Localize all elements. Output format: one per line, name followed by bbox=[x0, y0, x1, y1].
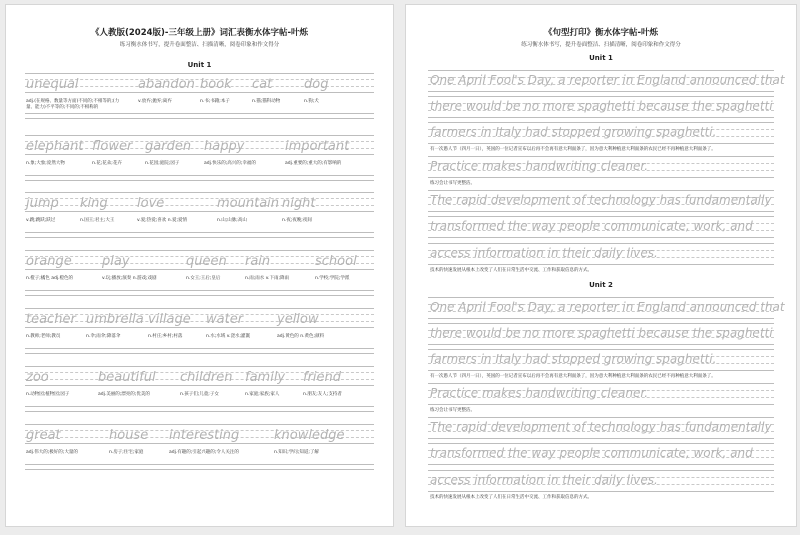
vocab-meaning: v.爱;热爱;喜欢 n.爱;爱情 bbox=[137, 218, 188, 223]
vocab-word: unequal bbox=[26, 77, 79, 92]
vocab-meaning: n.国王;君主;大王 bbox=[80, 218, 115, 223]
writing-guideline-band bbox=[25, 113, 374, 119]
vocab-meaning: n.橙子;橘色 adj.橙色的 bbox=[26, 276, 74, 281]
vocab-word: important bbox=[285, 139, 350, 154]
sentence-line: there would be no more spaghetti because the spaghetti bbox=[430, 326, 773, 340]
vocab-meaning: adj.快乐的;高兴的;幸福的 bbox=[204, 161, 256, 166]
vocab-word: play bbox=[102, 254, 130, 269]
sentence-translation: 有一次愚人节（四月一日），英国的一位记者宣布以后再不会再有意大利面条了，因为意大利种植意大利面条的农民已经不再种植意大利面条了。 bbox=[430, 374, 716, 379]
sentence-line: there would be no more spaghetti because the spaghetti bbox=[430, 99, 773, 113]
sentence-line: The rapid development of technology has fundamentally bbox=[430, 420, 772, 434]
vocab-word: cat bbox=[252, 77, 273, 92]
sentence-translation: 技术的快速发展从根本上改变了人们在日常生活中交流、工作和获取信息的方式。 bbox=[430, 495, 592, 500]
vocab-meaning: adj.美丽的;漂亮的;优美的 bbox=[98, 392, 150, 397]
vocab-meaning: adj.黄色的 n.黄色;颜料 bbox=[277, 334, 325, 339]
sentence-translation: 练习会让书写更整洁。 bbox=[430, 181, 475, 186]
vocab-word: flower bbox=[92, 139, 133, 154]
vocab-meaning: n.伞;雨伞;降落伞 bbox=[86, 334, 121, 339]
vocab-word: rain bbox=[245, 254, 271, 269]
sentence-line: Practice makes handwriting cleaner. bbox=[430, 386, 649, 400]
vocab-meaning: adj.(在规格、数量等方面)不同的;不相等的;(力量、能力)不平等的;不同的;不相称的 bbox=[26, 99, 120, 110]
vocab-word: yellow bbox=[277, 312, 319, 327]
vocab-meaning: n.知识;学问;知道;了解 bbox=[274, 450, 319, 455]
vocab-word: love bbox=[137, 196, 165, 211]
vocab-meaning: adj.伟大的;极好的;大量的 bbox=[26, 450, 78, 455]
vocab-meaning: v.玩;播放;演奏 n.游戏;戏剧 bbox=[102, 276, 157, 281]
vocab-word: water bbox=[206, 312, 244, 327]
vocab-meaning: adj.重要的;重大的;有影响的 bbox=[285, 161, 342, 166]
sentence-line: access information in their daily lives. bbox=[430, 473, 658, 487]
vocab-word: orange bbox=[26, 254, 72, 269]
vocab-word: abandon bbox=[138, 77, 195, 92]
vocab-meaning: n.山;山脉;高山 bbox=[217, 218, 247, 223]
vocab-word: jump bbox=[26, 196, 59, 211]
vocab-word: queen bbox=[186, 254, 227, 269]
vocab-word: umbrella bbox=[86, 312, 144, 327]
vocab-word: zoo bbox=[26, 370, 49, 385]
writing-guideline-band bbox=[25, 464, 374, 470]
vocab-word: family bbox=[245, 370, 286, 385]
writing-guideline-band bbox=[25, 192, 374, 212]
vocab-word: interesting bbox=[169, 428, 240, 443]
writing-guideline-band bbox=[25, 308, 374, 328]
vocab-meaning: n.朋友;友人;支持者 bbox=[303, 392, 342, 397]
vocab-meaning: n.雨;雨水 v.下雨;降雨 bbox=[245, 276, 289, 281]
sentence-line: farmers in Italy had stopped growing spaghetti. bbox=[430, 125, 717, 139]
vocab-meaning: n.书;书籍;本子 bbox=[200, 99, 230, 104]
vocab-meaning: n.花;花朵;花卉 bbox=[92, 161, 122, 166]
vocab-meaning: n.夜;夜晚;夜间 bbox=[282, 218, 312, 223]
page-title: 《人教版(2024版)-三年级上册》词汇表衡水体字帖-叶烁 bbox=[91, 28, 308, 38]
vocab-meaning: n.花园;庭院;园子 bbox=[145, 161, 180, 166]
vocab-meaning: n.动物园;植物园;园子 bbox=[26, 392, 70, 397]
vocab-word: teacher bbox=[26, 312, 76, 327]
unit-heading: Unit 1 bbox=[187, 61, 212, 69]
sentence-line: The rapid development of technology has fundamentally bbox=[430, 193, 772, 207]
unit-heading: Unit 2 bbox=[589, 281, 613, 289]
sentence-translation: 练习会让书写更整洁。 bbox=[430, 408, 475, 413]
vocab-word: book bbox=[200, 77, 232, 92]
vocab-word: night bbox=[282, 196, 316, 211]
writing-guideline-band bbox=[25, 348, 374, 354]
vocab-meaning: n.女王;王后;皇后 bbox=[186, 276, 221, 281]
vocab-meaning: adj.有趣的;引起兴趣的;令人关注的 bbox=[169, 450, 239, 455]
vocab-word: children bbox=[180, 370, 233, 385]
sentence-translation: 有一次愚人节（四月一日），英国的一位记者宣布以后再不会再有意大利面条了，因为意大利种植意大利面条的农民已经不再种植意大利面条了。 bbox=[430, 147, 716, 152]
vocab-word: happy bbox=[204, 139, 245, 154]
vocab-word: beautiful bbox=[98, 370, 156, 385]
vocab-word: great bbox=[26, 428, 61, 443]
vocab-word: garden bbox=[145, 139, 192, 154]
page-subtitle: 练习衡水体书写，提升卷面整洁、扫描清晰，阅卷印象和作文得分 bbox=[521, 42, 681, 48]
sentence-line: transformed the way people communicate, work, and bbox=[430, 219, 753, 233]
vocab-meaning: n.学校;学院;学派 bbox=[315, 276, 350, 281]
vocab-word: dog bbox=[304, 77, 329, 92]
vocab-meaning: n.狗;犬 bbox=[304, 99, 319, 104]
vocab-meaning: n.家庭;家族;家人 bbox=[245, 392, 280, 397]
vocab-meaning: n.村庄;乡村;村落 bbox=[148, 334, 183, 339]
sentence-line: One April Fool's Day, a reporter in England announced that bbox=[430, 73, 785, 87]
sentence-translation: 技术的快速发展从根本上改变了人们在日常生活中交流、工作和获取信息的方式。 bbox=[430, 268, 592, 273]
vocab-word: friend bbox=[303, 370, 342, 385]
sentence-line: transformed the way people communicate, work, and bbox=[430, 446, 753, 460]
vocab-meaning: n.孩子们;儿童;子女 bbox=[180, 392, 219, 397]
vocab-meaning: n.房子;住宅;家庭 bbox=[109, 450, 144, 455]
vocab-meaning: n.教师;老师;教员 bbox=[26, 334, 61, 339]
sentence-line: Practice makes handwriting cleaner. bbox=[430, 159, 649, 173]
page-subtitle: 练习衡水体书写，提升卷面整洁、扫描清晰，阅卷印象和作文得分 bbox=[119, 42, 280, 48]
page-title: 《句型打印》衡水体字帖-叶烁 bbox=[543, 28, 659, 38]
vocab-word: elephant bbox=[26, 139, 84, 154]
vocab-meaning: n.水;水域 v.浇水;灌溉 bbox=[206, 334, 250, 339]
vocab-meaning: n.象;大象;庞然大物 bbox=[26, 161, 65, 166]
writing-guideline-band bbox=[25, 290, 374, 296]
vocab-meaning: v.跳;跳跃;跃过 bbox=[26, 218, 56, 223]
vocab-meaning: v.放弃;抛弃;离弃 bbox=[138, 99, 172, 104]
writing-guideline-band bbox=[25, 232, 374, 238]
vocab-word: school bbox=[315, 254, 357, 269]
vocab-word: knowledge bbox=[274, 428, 345, 443]
unit-heading: Unit 1 bbox=[589, 54, 613, 62]
sentence-line: farmers in Italy had stopped growing spaghetti. bbox=[430, 352, 717, 366]
writing-guideline-band bbox=[25, 406, 374, 412]
sentence-line: access information in their daily lives. bbox=[430, 246, 658, 260]
vocab-word: king bbox=[80, 196, 108, 211]
vocabulary-sheet bbox=[5, 4, 394, 527]
vocab-meaning: n.猫;猫科动物 bbox=[252, 99, 281, 104]
vocab-word: mountain bbox=[217, 196, 280, 211]
writing-guideline-band bbox=[25, 175, 374, 181]
sentence-line: One April Fool's Day, a reporter in England announced that bbox=[430, 300, 785, 314]
sentence-sheet bbox=[405, 4, 797, 527]
vocab-word: house bbox=[109, 428, 149, 443]
vocab-word: village bbox=[148, 312, 191, 327]
